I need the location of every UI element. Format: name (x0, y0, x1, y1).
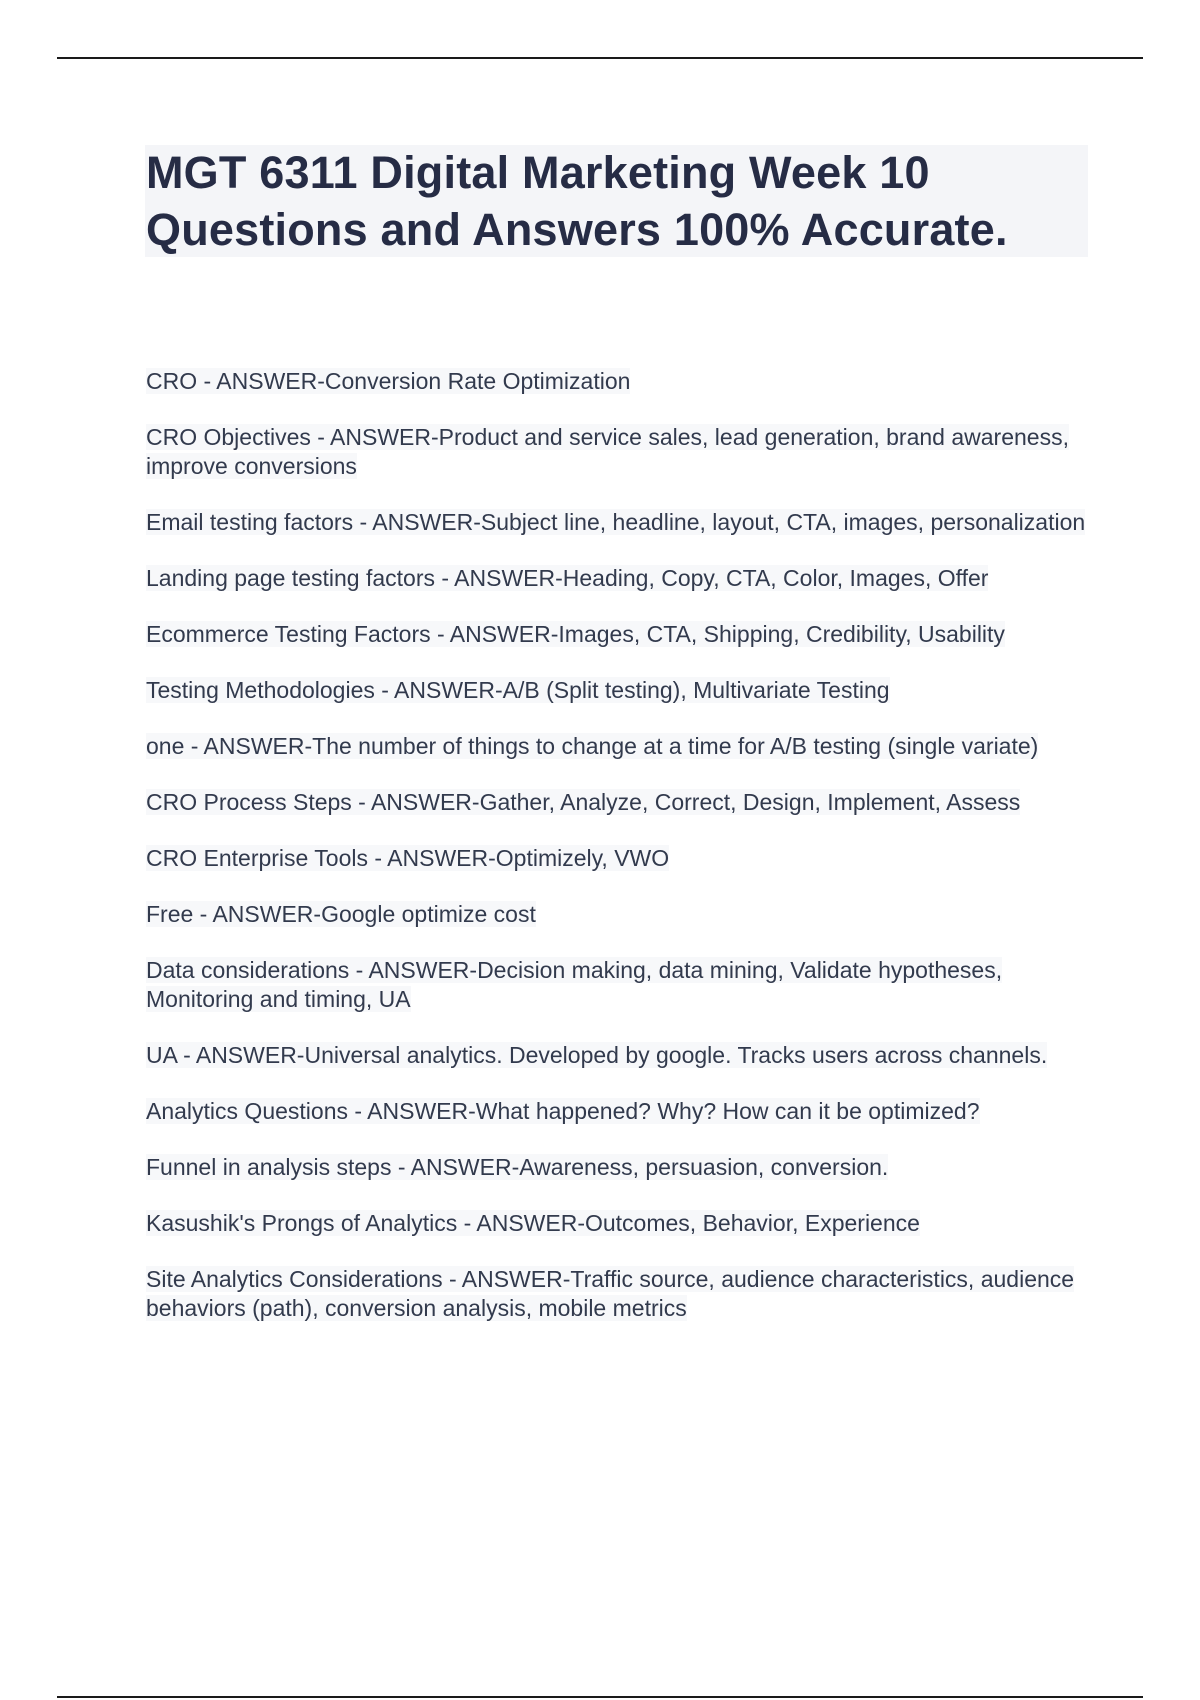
qa-item (146, 423, 1096, 481)
qa-text: Analytics Questions - ANSWER-What happened? Why? How can it be optimized? (146, 1098, 980, 1124)
qa-text: CRO - ANSWER-Conversion Rate Optimization (146, 368, 631, 394)
qa-list (146, 367, 1096, 1350)
qa-item (146, 1097, 1096, 1126)
qa-text: Ecommerce Testing Factors - ANSWER-Images, CTA, Shipping, Credibility, Usability (146, 621, 1005, 647)
bottom-divider (57, 1696, 1143, 1698)
qa-text: one - ANSWER-The number of things to change at a time for A/B testing (single variate) (146, 733, 1039, 759)
qa-item (146, 900, 1096, 929)
qa-text: Data considerations - ANSWER-Decision making, data mining, Validate hypotheses, Monitoring and timing, UA (146, 957, 1003, 1012)
qa-item (146, 564, 1096, 593)
qa-text: Email testing factors - ANSWER-Subject line, headline, layout, CTA, images, personalization (146, 509, 1086, 535)
qa-item (146, 844, 1096, 873)
qa-text: CRO Objectives - ANSWER-Product and service sales, lead generation, brand awareness, improve conversions (146, 424, 1069, 479)
qa-item (146, 1153, 1096, 1182)
page-title: MGT 6311 Digital Marketing Week 10 Questions and Answers 100% Accurate. (146, 147, 1008, 255)
qa-text: CRO Process Steps - ANSWER-Gather, Analyze, Correct, Design, Implement, Assess (146, 789, 1021, 815)
qa-item (146, 1209, 1096, 1238)
qa-text: Landing page testing factors - ANSWER-Heading, Copy, CTA, Color, Images, Offer (146, 565, 989, 591)
qa-item (146, 788, 1096, 817)
qa-item (146, 956, 1096, 1014)
qa-item (146, 1265, 1096, 1323)
qa-text: Free - ANSWER-Google optimize cost (146, 901, 536, 927)
qa-item (146, 508, 1096, 537)
qa-item (146, 732, 1096, 761)
qa-text: UA - ANSWER-Universal analytics. Developed by google. Tracks users across channels. (146, 1042, 1048, 1068)
qa-item (146, 1041, 1096, 1070)
qa-item (146, 367, 1096, 396)
qa-item (146, 620, 1096, 649)
qa-text: Kasushik's Prongs of Analytics - ANSWER-Outcomes, Behavior, Experience (146, 1210, 920, 1236)
qa-text: Funnel in analysis steps - ANSWER-Awareness, persuasion, conversion. (146, 1154, 889, 1180)
qa-item (146, 676, 1096, 705)
top-divider (57, 57, 1143, 59)
qa-text: CRO Enterprise Tools - ANSWER-Optimizely, VWO (146, 845, 670, 871)
qa-text: Site Analytics Considerations - ANSWER-Traffic source, audience characteristics, audience behaviors (path), conversion analysis, mobile metrics (146, 1266, 1075, 1321)
qa-text: Testing Methodologies - ANSWER-A/B (Split testing), Multivariate Testing (146, 677, 890, 703)
